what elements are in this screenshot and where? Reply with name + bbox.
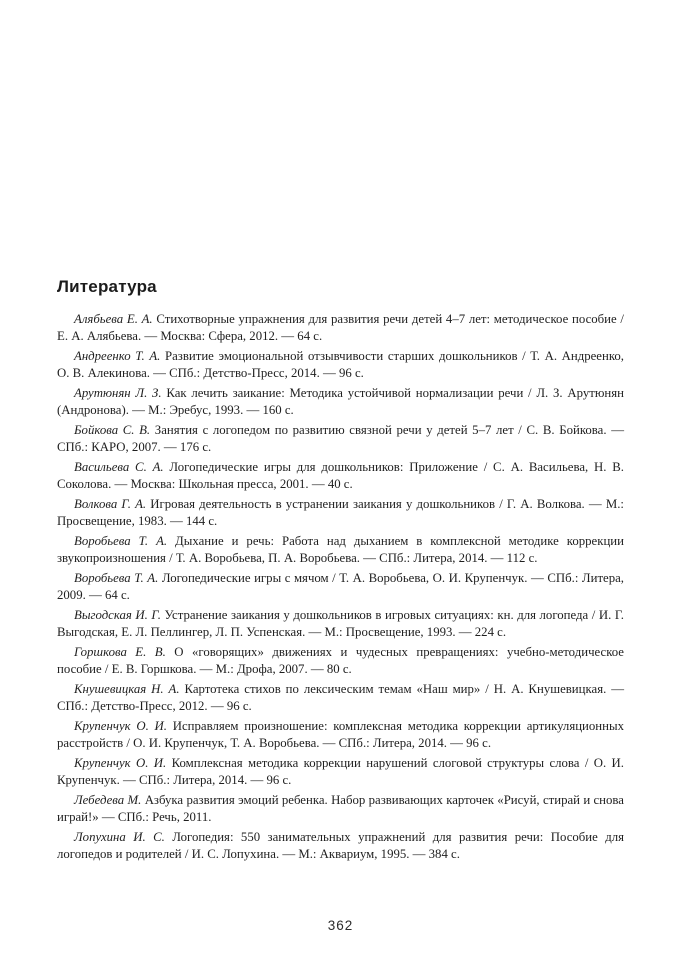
reference-text: Устранение заикания у дошкольников в игровых ситуациях: кн. для логопеда / И. Г. Выгодская, Е. Л. Пеллингер, Л. П. Успенская. — М.: Просвещение, 1993. — 224 с. [57,608,625,639]
reference-author: Воробьева Т. А. [74,534,168,548]
reference-text: Картотека стихов по лексическим темам «Наш мир» / Н. А. Кнушевицкая. — СПб.: Детство-Пресс, 2012. — 96 с. [57,682,624,713]
reference-entry [57,311,624,345]
reference-entry [57,570,624,604]
reference-author: Лебедева М. [74,793,142,807]
reference-text: Азбука развития эмоций ребенка. Набор развивающих карточек «Рисуй, стирай и снова играй!» — СПб.: Речь, 2011. [57,793,624,824]
reference-text: О «говорящих» движениях и чудесных превращениях: учебно-методическое пособие / Е. В. Горшкова. — М.: Дрофа, 2007. — 80 с. [57,645,624,676]
reference-text: Комплексная методика коррекции нарушений слоговой структуры слова / О. И. Крупенчук. — СПб.: Литера, 2014. — 96 с. [57,756,625,787]
reference-entry [57,533,624,567]
reference-author: Крупенчук О. И. [74,756,167,770]
reference-text: Логопедические игры для дошкольников: Приложение / С. А. Васильева, Н. В. Соколова. — Москва: Школьная пресса, 2001. — 40 с. [57,460,624,491]
reference-entry [57,681,624,715]
reference-author: Васильева С. А. [74,460,164,474]
reference-author: Воробьева Т. А. [74,571,159,585]
reference-author: Волкова Г. А. [74,497,147,511]
bibliography-section [57,276,624,866]
reference-entry [57,607,624,641]
reference-entry [57,718,624,752]
section-heading: Литература [57,277,157,296]
reference-entry [57,792,624,826]
reference-author: Андреенко Т. А. [74,349,161,363]
reference-text: Исправляем произношение: комплексная методика коррекции артикуляционных расстройств / О. И. Крупенчук, Т. А. Воробьева. — СПб.: Литера, 2014. — 96 с. [57,719,624,750]
reference-author: Кнушевицкая Н. А. [74,682,180,696]
reference-author: Крупенчук О. И. [74,719,167,733]
reference-entry [57,644,624,678]
reference-text: Занятия с логопедом по развитию связной речи у детей 5–7 лет / С. В. Бойкова. — СПб.: КАРО, 2007. — 176 с. [57,423,624,454]
reference-text: Логопедия: 550 занимательных упражнений для развития речи: Пособие для логопедов и родителей / И. С. Лопухина. — М.: Аквариум, 1995. — 384 с. [57,830,625,861]
reference-author: Алябьева Е. А. [74,312,153,326]
reference-text: Как лечить заикание: Методика устойчивой нормализации речи / Л. З. Арутюнян (Андронова). — М.: Эребус, 1993. — 160 с. [57,386,624,417]
page-number: 362 [327,918,354,933]
reference-entry [57,496,624,530]
reference-entry [57,755,624,789]
reference-author: Арутюнян Л. З. [74,386,162,400]
reference-author: Бойкова С. В. [74,423,151,437]
reference-text: Игровая деятельность в устранении заикания у дошкольников / Г. А. Волкова. — М.: Просвещение, 1983. — 144 с. [57,497,624,528]
reference-entry [57,348,624,382]
reference-entry [57,829,624,863]
reference-entry [57,385,624,419]
reference-text: Дыхание и речь: Работа над дыханием в комплексной методике коррекции звукопроизношения / Т. А. Воробьева, П. А. Воробьева. — СПб.: Литера, 2014. — 112 с. [57,534,624,565]
reference-author: Горшкова Е. В. [74,645,166,659]
reference-text: Стихотворные упражнения для развития речи детей 4–7 лет: методическое пособие / Е. А. Алябьева. — Москва: Сфера, 2012. — 64 с. [57,312,624,343]
reference-entry [57,422,624,456]
reference-text: Развитие эмоциональной отзывчивости старших дошкольников / Т. А. Андреенко, О. В. Алекинова. — СПб.: Детство-Пресс, 2014. — 96 с. [57,349,625,380]
reference-author: Лопухина И. С. [74,830,165,844]
reference-text: Логопедические игры с мячом / Т. А. Воробьева, О. И. Крупенчук. — СПб.: Литера, 2009. — 64 с. [57,571,624,602]
reference-entry [57,459,624,493]
reference-author: Выгодская И. Г. [74,608,161,622]
